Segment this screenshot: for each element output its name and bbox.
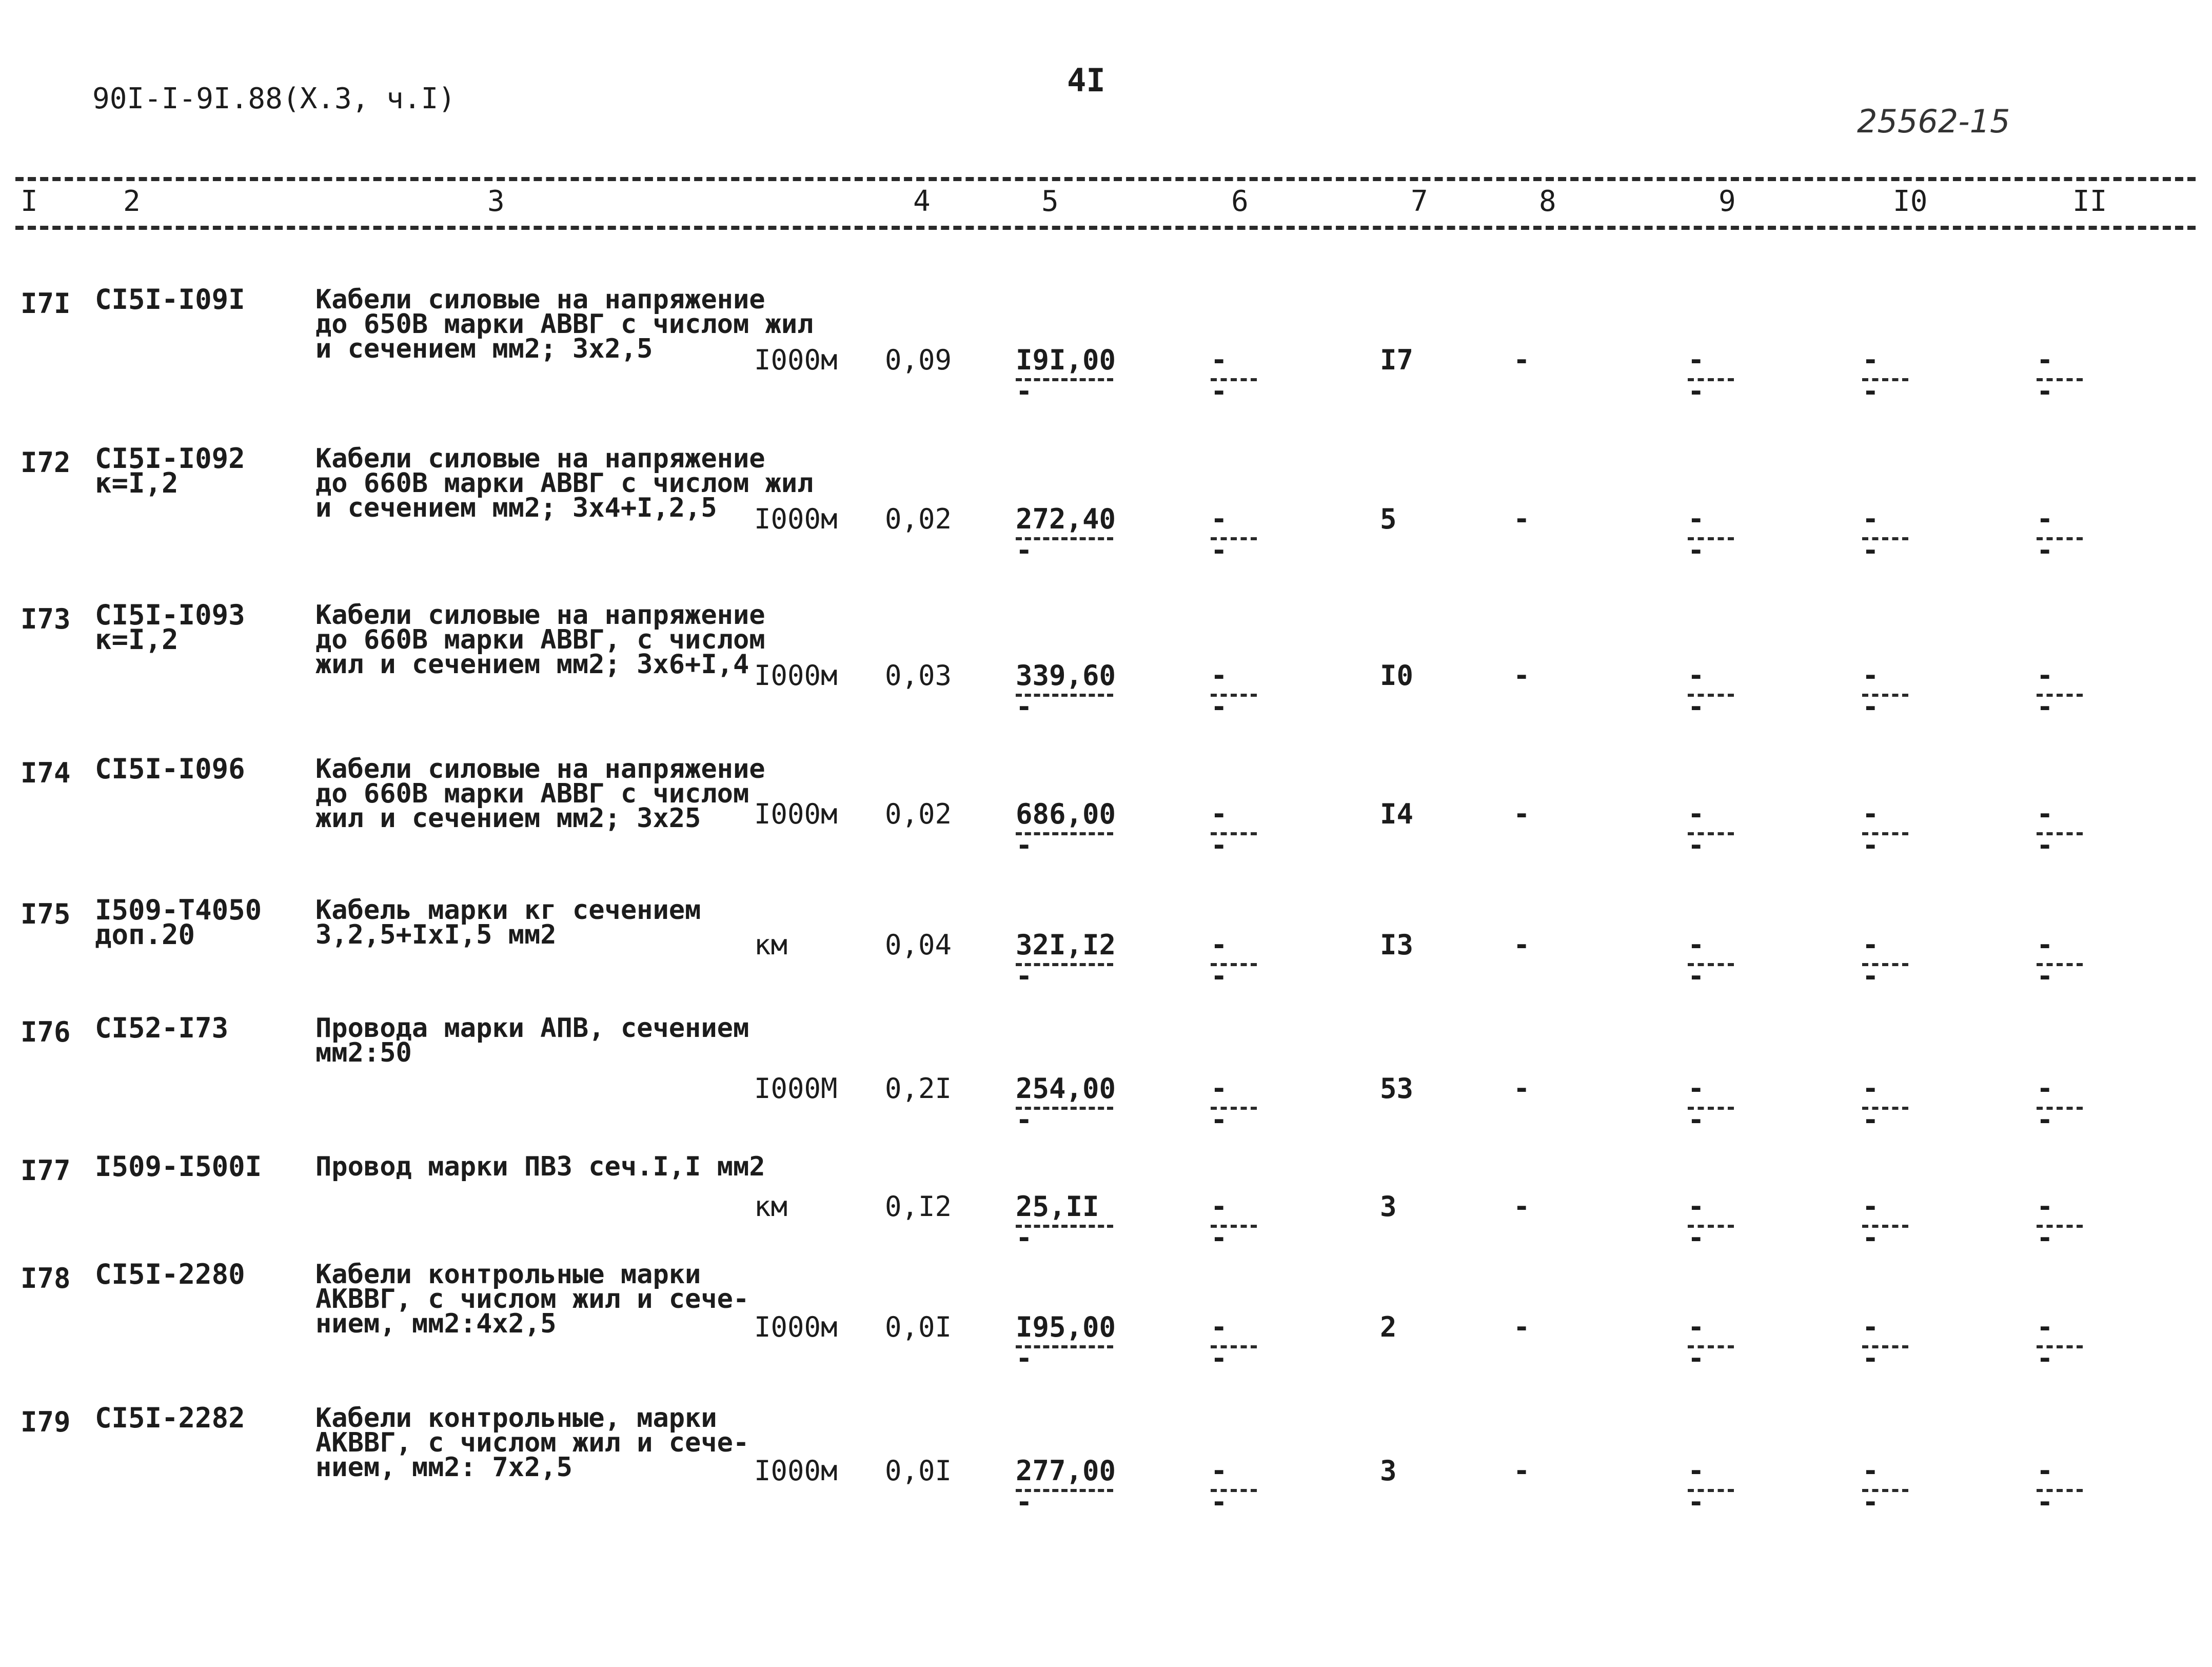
fraction-cell-c10 [1862,503,1919,566]
fraction-denominator-dash: - [1211,691,1228,723]
column-6-value: - [1211,1072,1228,1105]
fraction-cell-c10 [1862,344,1919,407]
column-9-value: - [1688,503,1705,535]
unit-price: 25,II [1016,1190,1099,1223]
fraction-cell-c11 [2037,659,2093,723]
fraction-denominator-dash: - [1688,1486,1705,1518]
fraction-cell-c9 [1688,1072,1744,1136]
fraction-denominator-dash: - [1688,960,1705,992]
fraction-cell-c9 [1688,929,1744,992]
row-number: I73 [21,603,71,635]
column-10-value: - [1862,1455,1879,1487]
column-9-value: - [1688,1455,1705,1487]
fraction-cell-c9 [1688,659,1744,723]
fraction-denominator-dash: - [1016,375,1033,407]
column-6-value: - [1211,1190,1228,1223]
fraction-cell-price [1016,1455,1116,1518]
row-number: I74 [21,757,71,789]
unit-price: 339,60 [1016,659,1116,692]
column-header-4: 4 [913,185,931,218]
fraction-denominator-dash: - [1688,375,1705,407]
fraction-denominator-dash: - [1211,829,1228,861]
rate-code: CI5I-I092 к=I,2 [95,442,245,499]
unit-of-measure: км [754,1190,788,1223]
column-header-9: 9 [1719,185,1736,218]
column-header-11: II [2072,185,2107,218]
column-8-value: - [1513,659,1530,692]
fraction-denominator-dash: - [1016,691,1033,723]
fraction-cell-c9 [1688,1190,1744,1254]
unit-price: 254,00 [1016,1072,1116,1105]
column-7-value: 53 [1380,1072,1414,1105]
row-number: I77 [21,1154,71,1187]
column-7-value: I7 [1380,344,1414,376]
column-11-value: - [2037,1190,2053,1223]
column-10-value: - [1862,1190,1879,1223]
fraction-denominator-dash: - [2037,1486,2053,1518]
unit-of-measure: I000м [754,503,838,535]
fraction-cell-c9 [1688,344,1744,407]
fraction-cell-c10 [1862,1072,1919,1136]
fraction-cell-c11 [2037,1072,2093,1136]
fraction-cell-price [1016,1311,1116,1375]
fraction-cell-c6 [1211,1072,1267,1136]
fraction-denominator-dash: - [1862,534,1879,566]
unit-price: 272,40 [1016,503,1116,535]
item-description: Кабели контрольные марки АКВВГ, с числом жил и сече- нием, мм2:4х2,5 [315,1259,749,1339]
column-10-value: - [1862,1072,1879,1105]
column-10-value: - [1862,929,1879,961]
fraction-cell-c6 [1211,344,1267,407]
fraction-denominator-dash: - [1862,960,1879,992]
column-9-value: - [1688,344,1705,376]
column-6-value: - [1211,659,1228,692]
column-7-value: I3 [1380,929,1414,961]
fraction-cell-c6 [1211,503,1267,566]
fraction-denominator-dash: - [1688,1342,1705,1375]
quantity: 0,09 [885,344,952,376]
column-6-value: - [1211,503,1228,535]
column-11-value: - [2037,344,2053,376]
fraction-cell-c6 [1211,798,1267,861]
fraction-cell-c6 [1211,1190,1267,1254]
column-header-6: 6 [1231,185,1249,218]
quantity: 0,03 [885,659,952,692]
page-number: 4I [1067,62,1105,99]
fraction-denominator-dash: - [1862,691,1879,723]
column-8-value: - [1513,344,1530,376]
unit-price: I95,00 [1016,1311,1116,1343]
column-7-value: 2 [1380,1311,1397,1343]
header-top-rule [15,177,2196,181]
fraction-cell-c11 [2037,1311,2093,1375]
fraction-denominator-dash: - [1862,1486,1879,1518]
fraction-denominator-dash: - [1862,1342,1879,1375]
column-header-7: 7 [1411,185,1428,218]
column-8-value: - [1513,1311,1530,1343]
document-code: 90I-I-9I.88(X.3, ч.I) [92,82,456,115]
column-8-value: - [1513,798,1530,830]
column-8-value: - [1513,1455,1530,1487]
column-header-8: 8 [1539,185,1556,218]
column-7-value: 5 [1380,503,1397,535]
column-6-value: - [1211,929,1228,961]
fraction-denominator-dash: - [1016,1222,1033,1254]
item-description: Кабели силовые на напряжение до 660В марки АВВГ с числом жил и сечением мм2; 3х25 [315,754,765,834]
column-11-value: - [2037,798,2053,830]
fraction-denominator-dash: - [1016,1342,1033,1375]
column-6-value: - [1211,1455,1228,1487]
fraction-denominator-dash: - [2037,691,2053,723]
column-header-10: I0 [1893,185,1928,218]
column-11-value: - [2037,929,2053,961]
item-description: Кабели силовые на напряжение до 650В марки АВВГ с числом жил и сечением мм2; 3х2,5 [315,284,814,364]
rate-code: CI5I-I093 к=I,2 [95,599,245,656]
fraction-cell-price [1016,1190,1113,1254]
fraction-cell-c10 [1862,929,1919,992]
fraction-denominator-dash: - [2037,1342,2053,1375]
item-description: Кабели контрольные, марки АКВВГ, с числом жил и сече- нием, мм2: 7х2,5 [315,1403,749,1483]
fraction-denominator-dash: - [1211,1342,1228,1375]
column-9-value: - [1688,1190,1705,1223]
quantity: 0,I2 [885,1190,952,1223]
fraction-cell-c11 [2037,798,2093,861]
column-9-value: - [1688,1072,1705,1105]
unit-of-measure: I000М [754,1072,838,1105]
quantity: 0,02 [885,798,952,830]
column-header-3: 3 [487,185,505,218]
unit-price: 277,00 [1016,1455,1116,1487]
fraction-cell-c9 [1688,503,1744,566]
fraction-cell-c10 [1862,1190,1919,1254]
column-8-value: - [1513,1072,1530,1105]
fraction-denominator-dash: - [2037,960,2053,992]
unit-of-measure: I000м [754,344,838,376]
header-bottom-rule [15,226,2196,230]
quantity: 0,0I [885,1455,952,1487]
fraction-denominator-dash: - [1016,534,1033,566]
fraction-denominator-dash: - [2037,1104,2053,1136]
fraction-cell-price [1016,929,1116,992]
fraction-denominator-dash: - [1016,960,1033,992]
fraction-denominator-dash: - [2037,829,2053,861]
quantity: 0,02 [885,503,952,535]
quantity: 0,2I [885,1072,952,1105]
unit-of-measure: I000м [754,798,838,830]
fraction-cell-c11 [2037,1190,2093,1254]
rate-code: I509-T4050 доп.20 [95,894,262,951]
item-description: Кабели силовые на напряжение до 660В марки АВВГ с числом жил и сечением мм2; 3х4+I,2,5 [315,443,814,523]
column-7-value: 3 [1380,1190,1397,1223]
fraction-cell-price [1016,503,1116,566]
fraction-denominator-dash: - [2037,375,2053,407]
column-6-value: - [1211,344,1228,376]
unit-of-measure: км [754,929,788,961]
unit-of-measure: I000м [754,1455,838,1487]
fraction-denominator-dash: - [1862,375,1879,407]
column-8-value: - [1513,929,1530,961]
fraction-cell-c9 [1688,1311,1744,1375]
fraction-denominator-dash: - [1211,1486,1228,1518]
column-11-value: - [2037,659,2053,692]
fraction-cell-c10 [1862,1311,1919,1375]
unit-of-measure: I000м [754,1311,838,1343]
column-9-value: - [1688,929,1705,961]
fraction-denominator-dash: - [1688,1222,1705,1254]
column-10-value: - [1862,798,1879,830]
fraction-denominator-dash: - [1688,691,1705,723]
row-number: I78 [21,1262,71,1295]
fraction-cell-c10 [1862,1455,1919,1518]
column-9-value: - [1688,798,1705,830]
column-7-value: 3 [1380,1455,1397,1487]
column-11-value: - [2037,503,2053,535]
column-6-value: - [1211,1311,1228,1343]
fraction-cell-c6 [1211,659,1267,723]
fraction-denominator-dash: - [1688,534,1705,566]
row-number: I7I [21,287,71,320]
fraction-cell-price [1016,659,1116,723]
fraction-denominator-dash: - [2037,1222,2053,1254]
column-8-value: - [1513,503,1530,535]
fraction-denominator-dash: - [1016,1486,1033,1518]
column-10-value: - [1862,344,1879,376]
fraction-denominator-dash: - [2037,534,2053,566]
unit-price: I9I,00 [1016,344,1116,376]
column-10-value: - [1862,659,1879,692]
fraction-cell-c11 [2037,1455,2093,1518]
fraction-cell-price [1016,1072,1116,1136]
fraction-denominator-dash: - [1211,375,1228,407]
fraction-cell-c11 [2037,929,2093,992]
fraction-denominator-dash: - [1862,829,1879,861]
item-description: Кабели силовые на напряжение до 660В марки АВВГ, с числом жил и сечением мм2; 3х6+I,4 [315,600,765,680]
column-6-value: - [1211,798,1228,830]
rate-code: CI5I-2282 [95,1402,245,1434]
rate-code: CI5I-2280 [95,1258,245,1290]
fraction-cell-c9 [1688,1455,1744,1518]
fraction-denominator-dash: - [1016,1104,1033,1136]
fraction-cell-c6 [1211,929,1267,992]
column-10-value: - [1862,503,1879,535]
fraction-denominator-dash: - [1016,829,1033,861]
fraction-cell-c11 [2037,503,2093,566]
fraction-denominator-dash: - [1862,1104,1879,1136]
fraction-cell-c6 [1211,1311,1267,1375]
row-number: I75 [21,898,71,930]
unit-price: 32I,I2 [1016,929,1116,961]
rate-code: I509-I500I [95,1150,262,1183]
rate-code: CI5I-I09I [95,283,245,316]
unit-of-measure: I000м [754,659,838,692]
column-7-value: I4 [1380,798,1414,830]
fraction-denominator-dash: - [1211,960,1228,992]
item-description: Провода марки АПВ, сечением мм2:50 [315,1013,749,1068]
column-header-2: 2 [123,185,141,218]
fraction-cell-c10 [1862,798,1919,861]
column-header-1: I [21,185,38,218]
fraction-cell-price [1016,344,1116,407]
column-9-value: - [1688,1311,1705,1343]
fraction-cell-c9 [1688,798,1744,861]
archive-stamp: 25562-15 [1857,103,2010,140]
column-11-value: - [2037,1311,2053,1343]
item-description: Провод марки ПВЗ сеч.I,I мм2 [315,1151,765,1182]
fraction-denominator-dash: - [1211,534,1228,566]
quantity: 0,04 [885,929,952,961]
column-7-value: I0 [1380,659,1414,692]
fraction-cell-c11 [2037,344,2093,407]
column-8-value: - [1513,1190,1530,1223]
column-9-value: - [1688,659,1705,692]
fraction-cell-price [1016,798,1116,861]
item-description: Кабель марки кг сечением 3,2,5+IxI,5 мм2 [315,895,701,950]
column-11-value: - [2037,1455,2053,1487]
fraction-denominator-dash: - [1688,829,1705,861]
fraction-cell-c6 [1211,1455,1267,1518]
column-header-5: 5 [1041,185,1059,218]
column-11-value: - [2037,1072,2053,1105]
fraction-cell-c10 [1862,659,1919,723]
fraction-denominator-dash: - [1862,1222,1879,1254]
row-number: I76 [21,1016,71,1048]
row-number: I72 [21,446,71,479]
unit-price: 686,00 [1016,798,1116,830]
rate-code: CI52-I73 [95,1012,229,1044]
row-number: I79 [21,1406,71,1438]
fraction-denominator-dash: - [1688,1104,1705,1136]
fraction-denominator-dash: - [1211,1222,1228,1254]
quantity: 0,0I [885,1311,952,1343]
rate-code: CI5I-I096 [95,753,245,785]
fraction-denominator-dash: - [1211,1104,1228,1136]
column-10-value: - [1862,1311,1879,1343]
